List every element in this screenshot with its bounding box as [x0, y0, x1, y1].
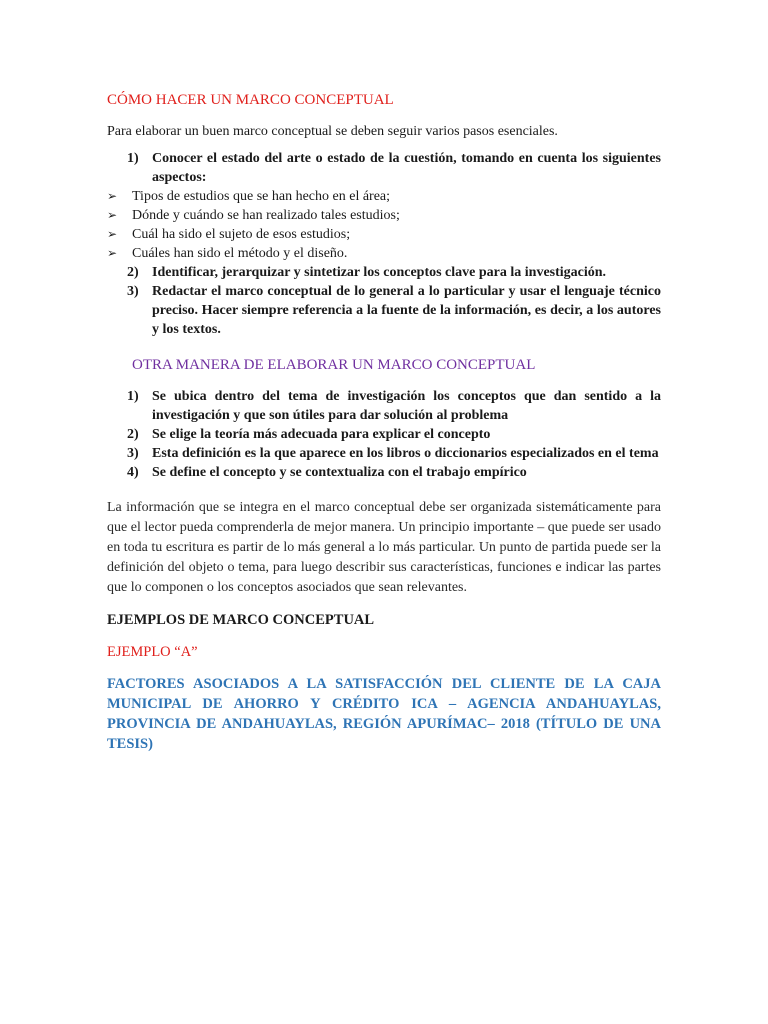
step-number: 1) — [127, 389, 139, 404]
step-text: Redactar el marco conceptual de lo general a lo particular y usar el lenguaje técnico preciso. Hacer siempre referencia a la fuente de la información, es decir, a los autores y los textos. — [152, 284, 661, 337]
step-number: 2) — [127, 265, 139, 280]
section-subtitle: OTRA MANERA DE ELABORAR UN MARCO CONCEPTUAL — [132, 357, 536, 373]
aspect-text: Cuál ha sido el sujeto de esos estudios; — [132, 227, 351, 242]
step-text: Se ubica dentro del tema de investigación los conceptos que dan sentido a la investigación y que son útiles para dar solución al problema — [152, 389, 661, 423]
aspect-text: Cuáles han sido el método y el diseño. — [132, 246, 348, 261]
arrow-bullet-icon: ➢ — [107, 246, 118, 260]
step-text: Se define el concepto y se contextualiza con el trabajo empírico — [152, 465, 527, 480]
steps-list-continued — [107, 263, 661, 339]
step-text: Esta definición es la que aparece en los libros o diccionarios especializados en el tema — [152, 446, 659, 461]
aspect-item — [107, 206, 661, 225]
steps-list — [107, 149, 661, 187]
body-paragraph: La información que se integra en el marco conceptual debe ser organizada sistemáticamente para que el lector pueda comprenderla de mejor manera. Un principio importante – que puede ser usado en toda tu escritura es partir de lo más general a lo más particular. Un punto de partida puede ser la definición del objeto o tema, para luego describir sus características, funciones e indicar las partes que lo componen o los conceptos asociados que sean relevantes. — [107, 500, 661, 595]
aspect-item — [107, 244, 661, 263]
aspect-item — [107, 187, 661, 206]
alt-steps-list — [107, 387, 661, 482]
step-item — [107, 282, 661, 339]
step-number: 3) — [127, 284, 139, 299]
step-text: Conocer el estado del arte o estado de la cuestión, tomando en cuenta los siguientes aspectos: — [152, 151, 661, 185]
step-text: Identificar, jerarquizar y sintetizar los conceptos clave para la investigación. — [152, 265, 607, 280]
aspect-text: Tipos de estudios que se han hecho en el área; — [132, 189, 391, 204]
step-text: Se elige la teoría más adecuada para explicar el concepto — [152, 427, 491, 442]
page-title: CÓMO HACER UN MARCO CONCEPTUAL — [107, 92, 394, 108]
arrow-bullet-icon: ➢ — [107, 227, 118, 241]
arrow-bullet-icon: ➢ — [107, 189, 118, 203]
step-number: 3) — [127, 446, 139, 461]
step-number: 4) — [127, 465, 139, 480]
alt-step-item — [107, 425, 661, 444]
aspect-item — [107, 225, 661, 244]
aspects-list — [107, 187, 661, 263]
thesis-title: FACTORES ASOCIADOS A LA SATISFACCIÓN DEL CLIENTE DE LA CAJA MUNICIPAL DE AHORRO Y CRÉDITO ICA – AGENCIA ANDAHUAYLAS, PROVINCIA DE ANDAHUAYLAS, REGIÓN APURÍMAC– 2018 (TÍTULO DE UNA TESIS) — [107, 676, 661, 752]
step-item — [107, 149, 661, 187]
aspect-text: Dónde y cuándo se han realizado tales estudios; — [132, 208, 400, 223]
step-item — [107, 263, 661, 282]
example-a-heading: EJEMPLO “A” — [107, 644, 198, 660]
step-number: 2) — [127, 427, 139, 442]
intro-text: Para elaborar un buen marco conceptual se deben seguir varios pasos esenciales. — [107, 124, 558, 139]
step-number: 1) — [127, 151, 139, 166]
alt-step-item — [107, 444, 661, 463]
alt-step-item — [107, 387, 661, 425]
document-page — [107, 90, 661, 754]
alt-step-item — [107, 463, 661, 482]
arrow-bullet-icon: ➢ — [107, 208, 118, 222]
examples-heading: EJEMPLOS DE MARCO CONCEPTUAL — [107, 612, 375, 628]
